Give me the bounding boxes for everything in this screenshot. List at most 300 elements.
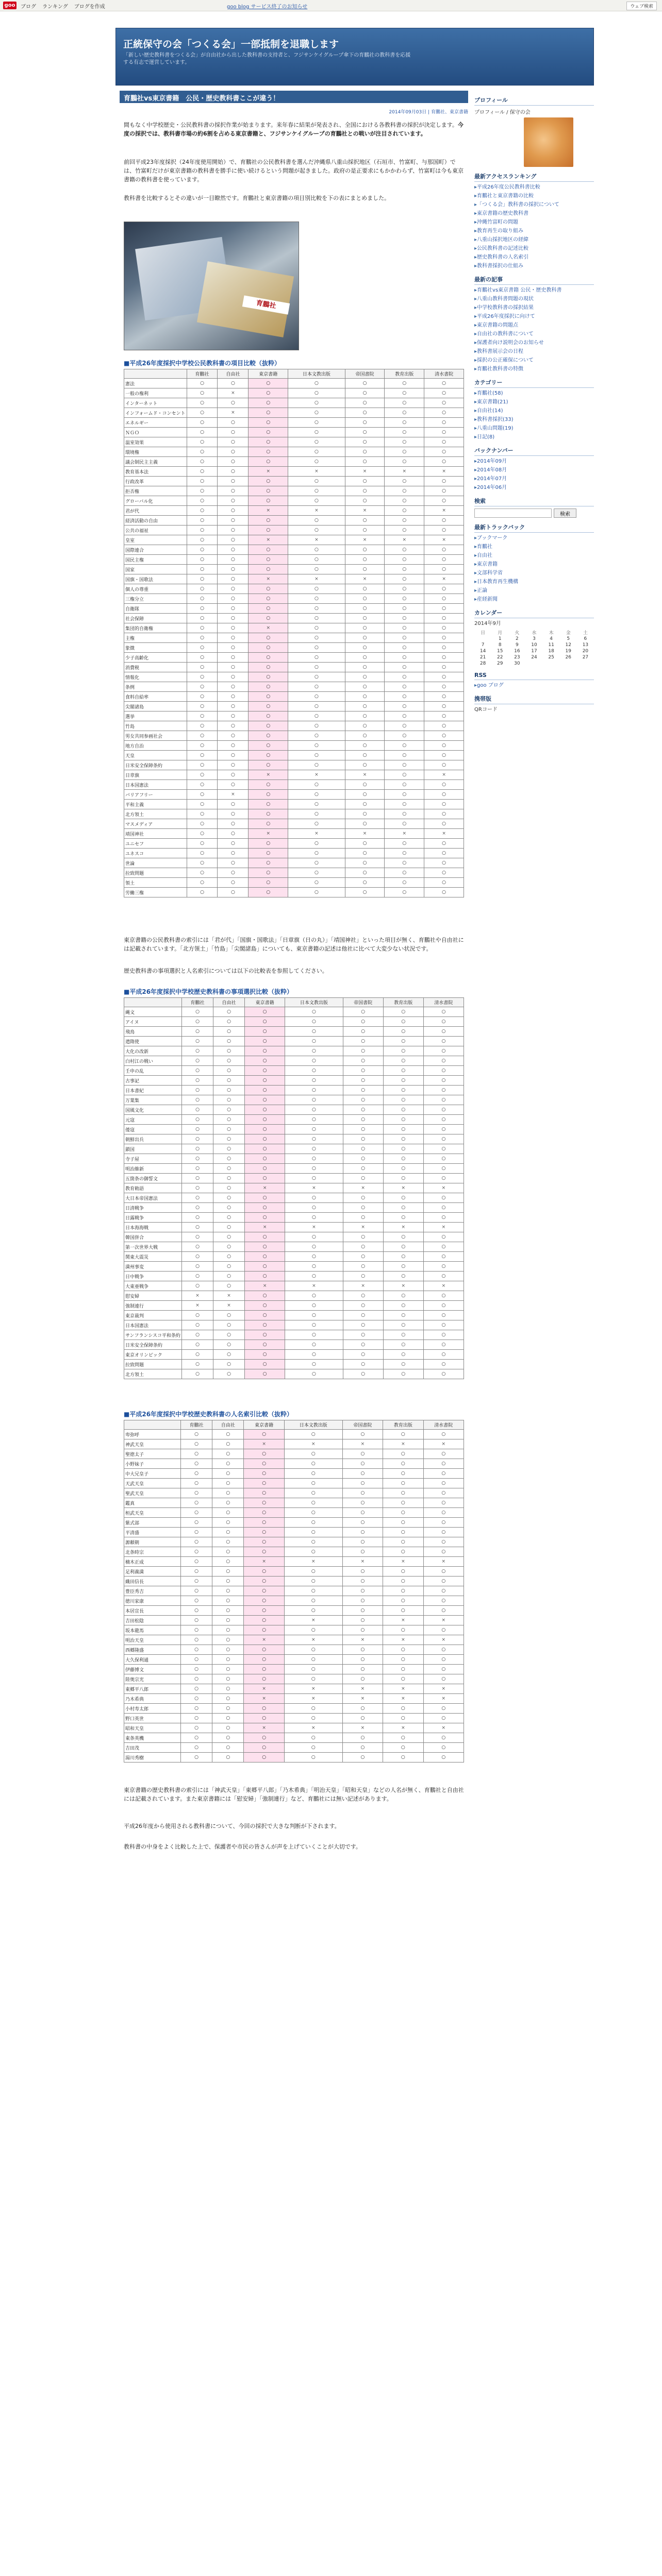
- goo-logo[interactable]: goo: [3, 2, 16, 9]
- web-search-button[interactable]: ウェブ検索: [626, 2, 657, 10]
- table-cell: ○: [345, 731, 385, 741]
- sidebar: [474, 91, 594, 2576]
- table-row: [124, 1134, 464, 1144]
- calendar-day[interactable]: 12: [565, 642, 571, 648]
- table-cell: ○: [187, 496, 218, 506]
- table-cell: ○: [342, 1547, 383, 1557]
- article-item[interactable]: ▸ 八重山教科書問題の現状: [474, 296, 594, 303]
- table-cell: ○: [423, 1037, 464, 1046]
- table-cell: ○: [244, 1479, 284, 1488]
- table-row: [124, 1144, 464, 1154]
- backnumber-heading: バックナンバー: [474, 446, 594, 456]
- table-cell: ○: [385, 379, 424, 388]
- column-header: 日本文教出版: [284, 1420, 342, 1430]
- table-cell: ○: [187, 672, 218, 682]
- calendar-day[interactable]: 29: [496, 661, 503, 666]
- category-item[interactable]: ▸ 教科書採択(33): [474, 416, 594, 423]
- bookmark-item[interactable]: ▸ 正論: [474, 587, 594, 595]
- table-cell: ○: [424, 604, 464, 614]
- table-cell: ○: [345, 555, 385, 565]
- table-cell: ○: [383, 1567, 423, 1577]
- calendar-day[interactable]: 3: [533, 636, 536, 641]
- table-cell: ○: [181, 1449, 212, 1459]
- table-row: [124, 1547, 464, 1557]
- table-cell: ○: [345, 526, 385, 535]
- row-label: 足利義満: [124, 1567, 181, 1577]
- table-cell: ○: [383, 1430, 423, 1439]
- table-cell: ○: [423, 1115, 464, 1125]
- table-cell: ○: [218, 839, 249, 849]
- table-cell: ○: [424, 721, 464, 731]
- calendar-day[interactable]: 17: [531, 649, 537, 654]
- calendar-day: [474, 636, 491, 642]
- calendar-day[interactable]: 1: [498, 636, 502, 641]
- table-cell: ○: [385, 653, 424, 663]
- table-cell: ○: [424, 868, 464, 878]
- table-cell: ○: [212, 1704, 244, 1714]
- profile-heading: プロフィール: [474, 96, 594, 106]
- table-cell: ×: [244, 1723, 284, 1733]
- table-cell: ×: [423, 1223, 464, 1232]
- table-cell: ○: [213, 1164, 245, 1174]
- bookmark-item[interactable]: ▸ 文部科学省: [474, 570, 594, 577]
- table-cell: ×: [345, 829, 385, 839]
- table-row: [124, 1665, 464, 1674]
- table-cell: ○: [182, 1076, 213, 1086]
- bookmark-item[interactable]: ▸ 育鵬社: [474, 544, 594, 551]
- row-label: 大化の改新: [124, 1046, 182, 1056]
- column-header: 清水書院: [424, 369, 464, 379]
- table-cell: ○: [345, 477, 385, 486]
- table-row: [124, 1635, 464, 1645]
- category-item[interactable]: ▸ 育鵬社(58): [474, 390, 594, 397]
- table-cell: ○: [423, 1262, 464, 1272]
- table-cell: ○: [424, 751, 464, 760]
- top-nav-ranking[interactable]: ランキング: [42, 4, 68, 10]
- table-cell: ○: [383, 1301, 423, 1311]
- calendar-day[interactable]: 25: [548, 655, 554, 660]
- row-label: 西郷隆盛: [124, 1645, 181, 1655]
- table-cell: ○: [218, 849, 249, 858]
- table-cell: ○: [423, 1753, 464, 1762]
- table-cell: ○: [212, 1684, 244, 1694]
- table-row: [124, 526, 464, 535]
- row-label: 湯川秀樹: [124, 1753, 181, 1762]
- table-header-row: [124, 369, 464, 379]
- table-cell: ○: [383, 1674, 423, 1684]
- table-cell: ○: [423, 1567, 464, 1577]
- table-cell: ○: [284, 1528, 342, 1537]
- civics-comparison-table: [124, 369, 464, 897]
- table-cell: ○: [218, 702, 249, 711]
- recent-item[interactable]: ▸ 沖縄竹富町の問題: [474, 219, 594, 226]
- row-label: 君が代: [124, 506, 187, 516]
- table-cell: ○: [285, 1350, 343, 1360]
- table-cell: ○: [345, 711, 385, 721]
- table-cell: ○: [249, 428, 288, 437]
- calendar-day[interactable]: 5: [567, 636, 570, 641]
- table-cell: ○: [244, 1753, 284, 1762]
- top-bar: [0, 0, 662, 11]
- table-cell: ○: [285, 1193, 343, 1203]
- calendar-day[interactable]: 4: [550, 636, 553, 641]
- table-cell: ○: [187, 584, 218, 594]
- table-cell: ○: [212, 1625, 244, 1635]
- table-cell: ○: [342, 1714, 383, 1723]
- table-row: [124, 731, 464, 741]
- table-cell: ○: [285, 1272, 343, 1281]
- table-cell: ○: [284, 1753, 342, 1762]
- article-item[interactable]: ▸ 教科書展示会の日程: [474, 348, 594, 355]
- table-cell: ○: [343, 1037, 383, 1046]
- table-cell: ○: [423, 1086, 464, 1095]
- row-label: 主権: [124, 633, 187, 643]
- calendar-day[interactable]: 8: [498, 642, 502, 648]
- table-row: [124, 721, 464, 731]
- article-item[interactable]: ▸ 育鵬社vs東京書籍 公民・歴史教科書: [474, 287, 594, 294]
- row-label: 国家: [124, 565, 187, 574]
- table-row: [124, 1320, 464, 1330]
- table1-heading: ■平成26年度採択中学校公民教科書の項目比較（抜粋）: [124, 360, 281, 367]
- service-notice-link[interactable]: goo blog サービス終了のお知らせ: [227, 4, 308, 10]
- table-cell: ○: [343, 1076, 383, 1086]
- table-row: [124, 1674, 464, 1684]
- table-cell: ×: [342, 1723, 383, 1733]
- table-cell: ○: [383, 1095, 423, 1105]
- recent-item[interactable]: ▸ 八重山採択地区の経緯: [474, 236, 594, 244]
- table-cell: ○: [213, 1007, 245, 1017]
- table-cell: ○: [182, 1213, 213, 1223]
- table-cell: ○: [284, 1449, 342, 1459]
- backnumber-item[interactable]: ▸ 2014年09月: [474, 458, 594, 465]
- table-cell: ○: [245, 1095, 285, 1105]
- table-cell: ○: [212, 1459, 244, 1469]
- table-row: [124, 1459, 464, 1469]
- table-cell: ○: [345, 437, 385, 447]
- table-row: [124, 672, 464, 682]
- calendar-day[interactable]: 2: [515, 636, 519, 641]
- table-cell: ○: [187, 760, 218, 770]
- row-label: 関東大震災: [124, 1252, 182, 1262]
- table-cell: ○: [342, 1665, 383, 1674]
- rss-link[interactable]: ▸ goo ブログ: [474, 682, 594, 689]
- table-cell: ○: [288, 633, 345, 643]
- table-cell: ○: [423, 1733, 464, 1743]
- bookmark-item[interactable]: ▸ 産経新聞: [474, 596, 594, 603]
- table-cell: ○: [383, 1459, 423, 1469]
- backnumber-item[interactable]: ▸ 2014年07月: [474, 476, 594, 483]
- top-nav: [21, 2, 105, 10]
- table-cell: ○: [245, 1291, 285, 1301]
- table-cell: ×: [244, 1684, 284, 1694]
- row-label: 日章旗: [124, 770, 187, 780]
- calendar-day[interactable]: 28: [479, 661, 486, 666]
- calendar-day[interactable]: 11: [548, 642, 554, 648]
- top-nav-blog[interactable]: ブログ: [21, 4, 36, 10]
- table-cell: ○: [181, 1479, 212, 1488]
- row-label: 東京オリンピック: [124, 1350, 182, 1360]
- table-cell: ○: [424, 418, 464, 428]
- calendar-day[interactable]: 20: [582, 649, 589, 654]
- table-cell: ○: [244, 1616, 284, 1625]
- table-cell: ○: [182, 1272, 213, 1281]
- column-header: 育鵬社: [182, 998, 213, 1007]
- blog-title[interactable]: 正統保守の会「つくる会」一部抵制を退職します: [123, 39, 339, 50]
- calendar-week: [474, 660, 594, 667]
- recent-item[interactable]: ▸ 東京書籍の歴史教科書: [474, 210, 594, 217]
- backnumber-item[interactable]: ▸ 2014年06月: [474, 484, 594, 492]
- column-header: 自由社: [218, 369, 249, 379]
- post-date[interactable]: 2014年09月03日 | 育鵬社、東京書籍: [389, 110, 468, 115]
- table-cell: ○: [288, 731, 345, 741]
- bookmark-item[interactable]: ▸ ブックマーク: [474, 535, 594, 542]
- row-label: 遣隋使: [124, 1037, 182, 1046]
- table-cell: ○: [285, 1066, 343, 1076]
- table-cell: ○: [385, 858, 424, 868]
- table-cell: ○: [345, 839, 385, 849]
- calendar-day[interactable]: 21: [479, 655, 486, 660]
- table-cell: ○: [284, 1459, 342, 1469]
- table-cell: ○: [249, 418, 288, 428]
- table-cell: ○: [249, 604, 288, 614]
- row-label: 陸奥宗光: [124, 1674, 181, 1684]
- table-cell: ○: [212, 1528, 244, 1537]
- table-cell: ○: [343, 1174, 383, 1183]
- blog-description: 「新しい歴史教科書をつくる会」が自由社から出した教科書の支持者と、フジサンケイグループ傘下の育鵬社の教科書を応援する有志で運営しています。: [123, 53, 411, 65]
- table-cell: ○: [385, 643, 424, 653]
- calendar-day[interactable]: 27: [582, 655, 589, 660]
- table-cell: ○: [244, 1645, 284, 1655]
- table-cell: ○: [423, 1704, 464, 1714]
- table-cell: ○: [218, 545, 249, 555]
- table-cell: ○: [288, 408, 345, 418]
- table-cell: ○: [285, 1007, 343, 1017]
- search-input[interactable]: [474, 509, 552, 518]
- table-cell: ○: [249, 868, 288, 878]
- table-cell: ○: [244, 1743, 284, 1753]
- bookmark-item[interactable]: ▸ 東京書籍: [474, 561, 594, 568]
- table-cell: ×: [423, 1723, 464, 1733]
- calendar-weekday: 木: [549, 631, 554, 636]
- table-cell: ○: [285, 1105, 343, 1115]
- table-cell: ○: [285, 1134, 343, 1144]
- table-cell: ○: [343, 1086, 383, 1095]
- table-cell: ○: [423, 1508, 464, 1518]
- row-label: 男女共同参画社会: [124, 731, 187, 741]
- table-cell: ○: [245, 1027, 285, 1037]
- article-item[interactable]: ▸ 東京書籍の問題点: [474, 322, 594, 329]
- calendar-day[interactable]: 9: [515, 642, 519, 648]
- search-button[interactable]: 検索: [554, 509, 576, 518]
- calendar-day[interactable]: 19: [565, 649, 571, 654]
- table-cell: ○: [385, 731, 424, 741]
- table-cell: ○: [345, 496, 385, 506]
- row-label: マスメディア: [124, 819, 187, 829]
- article-item[interactable]: ▸ 保護者向け説明会のお知らせ: [474, 340, 594, 347]
- row-label: 卑弥呼: [124, 1430, 181, 1439]
- recent-item[interactable]: ▸ 「つくる会」教科書の採択について: [474, 201, 594, 209]
- recent-item[interactable]: ▸ 教科書採択の仕組み: [474, 263, 594, 270]
- table-cell: ○: [249, 388, 288, 398]
- table-row: [124, 643, 464, 653]
- recent-item[interactable]: ▸ 教育再生の取り組み: [474, 228, 594, 235]
- table-cell: ○: [181, 1684, 212, 1694]
- table-row: [124, 829, 464, 839]
- table-cell: ○: [182, 1311, 213, 1320]
- backnumber-item[interactable]: ▸ 2014年08月: [474, 467, 594, 474]
- table-cell: ○: [385, 388, 424, 398]
- table-cell: ○: [423, 1154, 464, 1164]
- table-cell: ○: [181, 1714, 212, 1723]
- calendar-day[interactable]: 18: [548, 649, 554, 654]
- table-cell: ○: [244, 1655, 284, 1665]
- table-cell: ○: [288, 839, 345, 849]
- table-cell: ○: [345, 418, 385, 428]
- table-row: [124, 839, 464, 849]
- row-label: 温室効果: [124, 437, 187, 447]
- table-cell: ○: [424, 800, 464, 809]
- avatar[interactable]: [524, 117, 573, 167]
- table-cell: ○: [285, 1301, 343, 1311]
- table-cell: ○: [288, 584, 345, 594]
- table-cell: ○: [424, 682, 464, 692]
- row-label: 坂本龍馬: [124, 1625, 181, 1635]
- table-cell: ○: [244, 1449, 284, 1459]
- article-item[interactable]: ▸ 中学校教科書の採択結果: [474, 304, 594, 312]
- calendar-day[interactable]: 13: [582, 642, 589, 648]
- table-row: [124, 437, 464, 447]
- table-cell: ○: [423, 1311, 464, 1320]
- table-cell: ○: [385, 663, 424, 672]
- row-label: 朝鮮出兵: [124, 1134, 182, 1144]
- post-title[interactable]: 育鵬社vs東京書籍 公民・歴史教科書ここが違う！: [120, 91, 468, 103]
- row-label: 桓武天皇: [124, 1508, 181, 1518]
- bookmark-item[interactable]: ▸ 日本教育再生機構: [474, 579, 594, 586]
- table-cell: ○: [383, 1320, 423, 1330]
- table-cell: ○: [345, 653, 385, 663]
- table-cell: ×: [342, 1684, 383, 1694]
- table-cell: ○: [383, 1714, 423, 1723]
- table-cell: ○: [187, 751, 218, 760]
- table-cell: ○: [245, 1193, 285, 1203]
- column-header: 日本文教出版: [288, 369, 345, 379]
- table-cell: ○: [249, 692, 288, 702]
- table-cell: ○: [423, 1340, 464, 1350]
- calendar: [474, 629, 594, 667]
- recent-item[interactable]: ▸ 歴史教科書の人名索引: [474, 254, 594, 261]
- calendar-day[interactable]: 6: [584, 636, 587, 641]
- table-cell: ○: [423, 1017, 464, 1027]
- calendar-day[interactable]: 15: [496, 649, 503, 654]
- profile-name[interactable]: プロフィール / 保守の会: [474, 110, 531, 115]
- table-cell: ○: [182, 1232, 213, 1242]
- category-item[interactable]: ▸ 八重山問題(19): [474, 425, 594, 432]
- table-cell: ○: [342, 1459, 383, 1469]
- table-cell: ×: [424, 467, 464, 477]
- article-item[interactable]: ▸ 平成26年度採択に向けて: [474, 313, 594, 320]
- note-1: 東京書籍の公民教科書の索引には「君が代」「国旗・国歌法」「日章旗（日の丸）」「靖国神社」といった項目が無く、育鵬社や自由社には記載されています。「北方領土」「竹島」「尖閣諸島」についても、東京書籍の記述は他社に比べて大変少ない状況です。: [124, 937, 464, 952]
- table-row: [124, 809, 464, 819]
- table-row: [124, 565, 464, 574]
- category-item[interactable]: ▸ 東京書籍(21): [474, 399, 594, 406]
- table-cell: ○: [244, 1586, 284, 1596]
- calendar-day[interactable]: 24: [531, 655, 537, 660]
- row-label: 徳川家康: [124, 1596, 181, 1606]
- recent-item[interactable]: ▸ 平成26年度公民教科書比較: [474, 184, 594, 191]
- table-cell: ○: [423, 1056, 464, 1066]
- calendar-day[interactable]: 10: [531, 642, 537, 648]
- recent-item[interactable]: ▸ 育鵬社と東京書籍の比較: [474, 193, 594, 200]
- table-cell: ○: [288, 868, 345, 878]
- row-label: 縄文: [124, 1007, 182, 1017]
- table-cell: ○: [245, 1115, 285, 1125]
- article-item[interactable]: ▸ 自由社の教科書について: [474, 331, 594, 338]
- table-cell: ×: [245, 1281, 285, 1291]
- calendar-day[interactable]: 23: [514, 655, 520, 660]
- table-cell: ×: [423, 1616, 464, 1625]
- table-row: [124, 1369, 464, 1379]
- calendar-day[interactable]: 30: [514, 661, 520, 666]
- table-cell: ○: [285, 1330, 343, 1340]
- table-cell: ○: [213, 1232, 245, 1242]
- table-cell: ○: [218, 477, 249, 486]
- table-cell: ○: [343, 1115, 383, 1125]
- table-cell: ×: [284, 1694, 342, 1704]
- table-row: [124, 1557, 464, 1567]
- table-cell: ○: [424, 819, 464, 829]
- table-cell: ○: [385, 888, 424, 897]
- table-cell: ○: [424, 711, 464, 721]
- table-cell: ○: [345, 516, 385, 526]
- row-label: インターネット: [124, 398, 187, 408]
- table-cell: ○: [343, 1350, 383, 1360]
- calendar-day[interactable]: 7: [481, 642, 485, 648]
- row-label: 楠木正成: [124, 1557, 181, 1567]
- category-item[interactable]: ▸ 自由社(14): [474, 408, 594, 415]
- calendar-day[interactable]: 26: [565, 655, 571, 660]
- recent-item[interactable]: ▸ 公民教科書の記述比較: [474, 245, 594, 252]
- article-item[interactable]: ▸ 採択の公正確保について: [474, 357, 594, 364]
- table-cell: ○: [182, 1027, 213, 1037]
- row-label: 万葉集: [124, 1095, 182, 1105]
- table-cell: ○: [424, 623, 464, 633]
- bookmark-item[interactable]: ▸ 自由社: [474, 552, 594, 560]
- table-cell: ○: [345, 408, 385, 418]
- table-cell: ○: [284, 1469, 342, 1479]
- table-cell: ○: [423, 1301, 464, 1311]
- table-cell: ○: [385, 565, 424, 574]
- calendar-day[interactable]: 16: [514, 649, 520, 654]
- table-cell: ○: [345, 633, 385, 643]
- table-row: [124, 1164, 464, 1174]
- calendar-week: [474, 642, 594, 648]
- table-cell: ○: [244, 1528, 284, 1537]
- calendar-day[interactable]: 22: [496, 655, 503, 660]
- table-cell: ○: [245, 1369, 285, 1379]
- article-item[interactable]: ▸ 育鵬社教科書の特徴: [474, 366, 594, 373]
- table-cell: ○: [212, 1439, 244, 1449]
- category-item[interactable]: ▸ 日記(8): [474, 434, 594, 441]
- row-label: 昭和天皇: [124, 1723, 181, 1733]
- table-cell: ○: [383, 1537, 423, 1547]
- table-cell: ○: [288, 496, 345, 506]
- calendar-day[interactable]: 14: [479, 649, 486, 654]
- table-cell: ○: [213, 1056, 245, 1066]
- table-row: [124, 1645, 464, 1655]
- table-cell: ○: [423, 1479, 464, 1488]
- table-cell: ○: [213, 1144, 245, 1154]
- top-nav-create[interactable]: ブログを作成: [74, 4, 105, 10]
